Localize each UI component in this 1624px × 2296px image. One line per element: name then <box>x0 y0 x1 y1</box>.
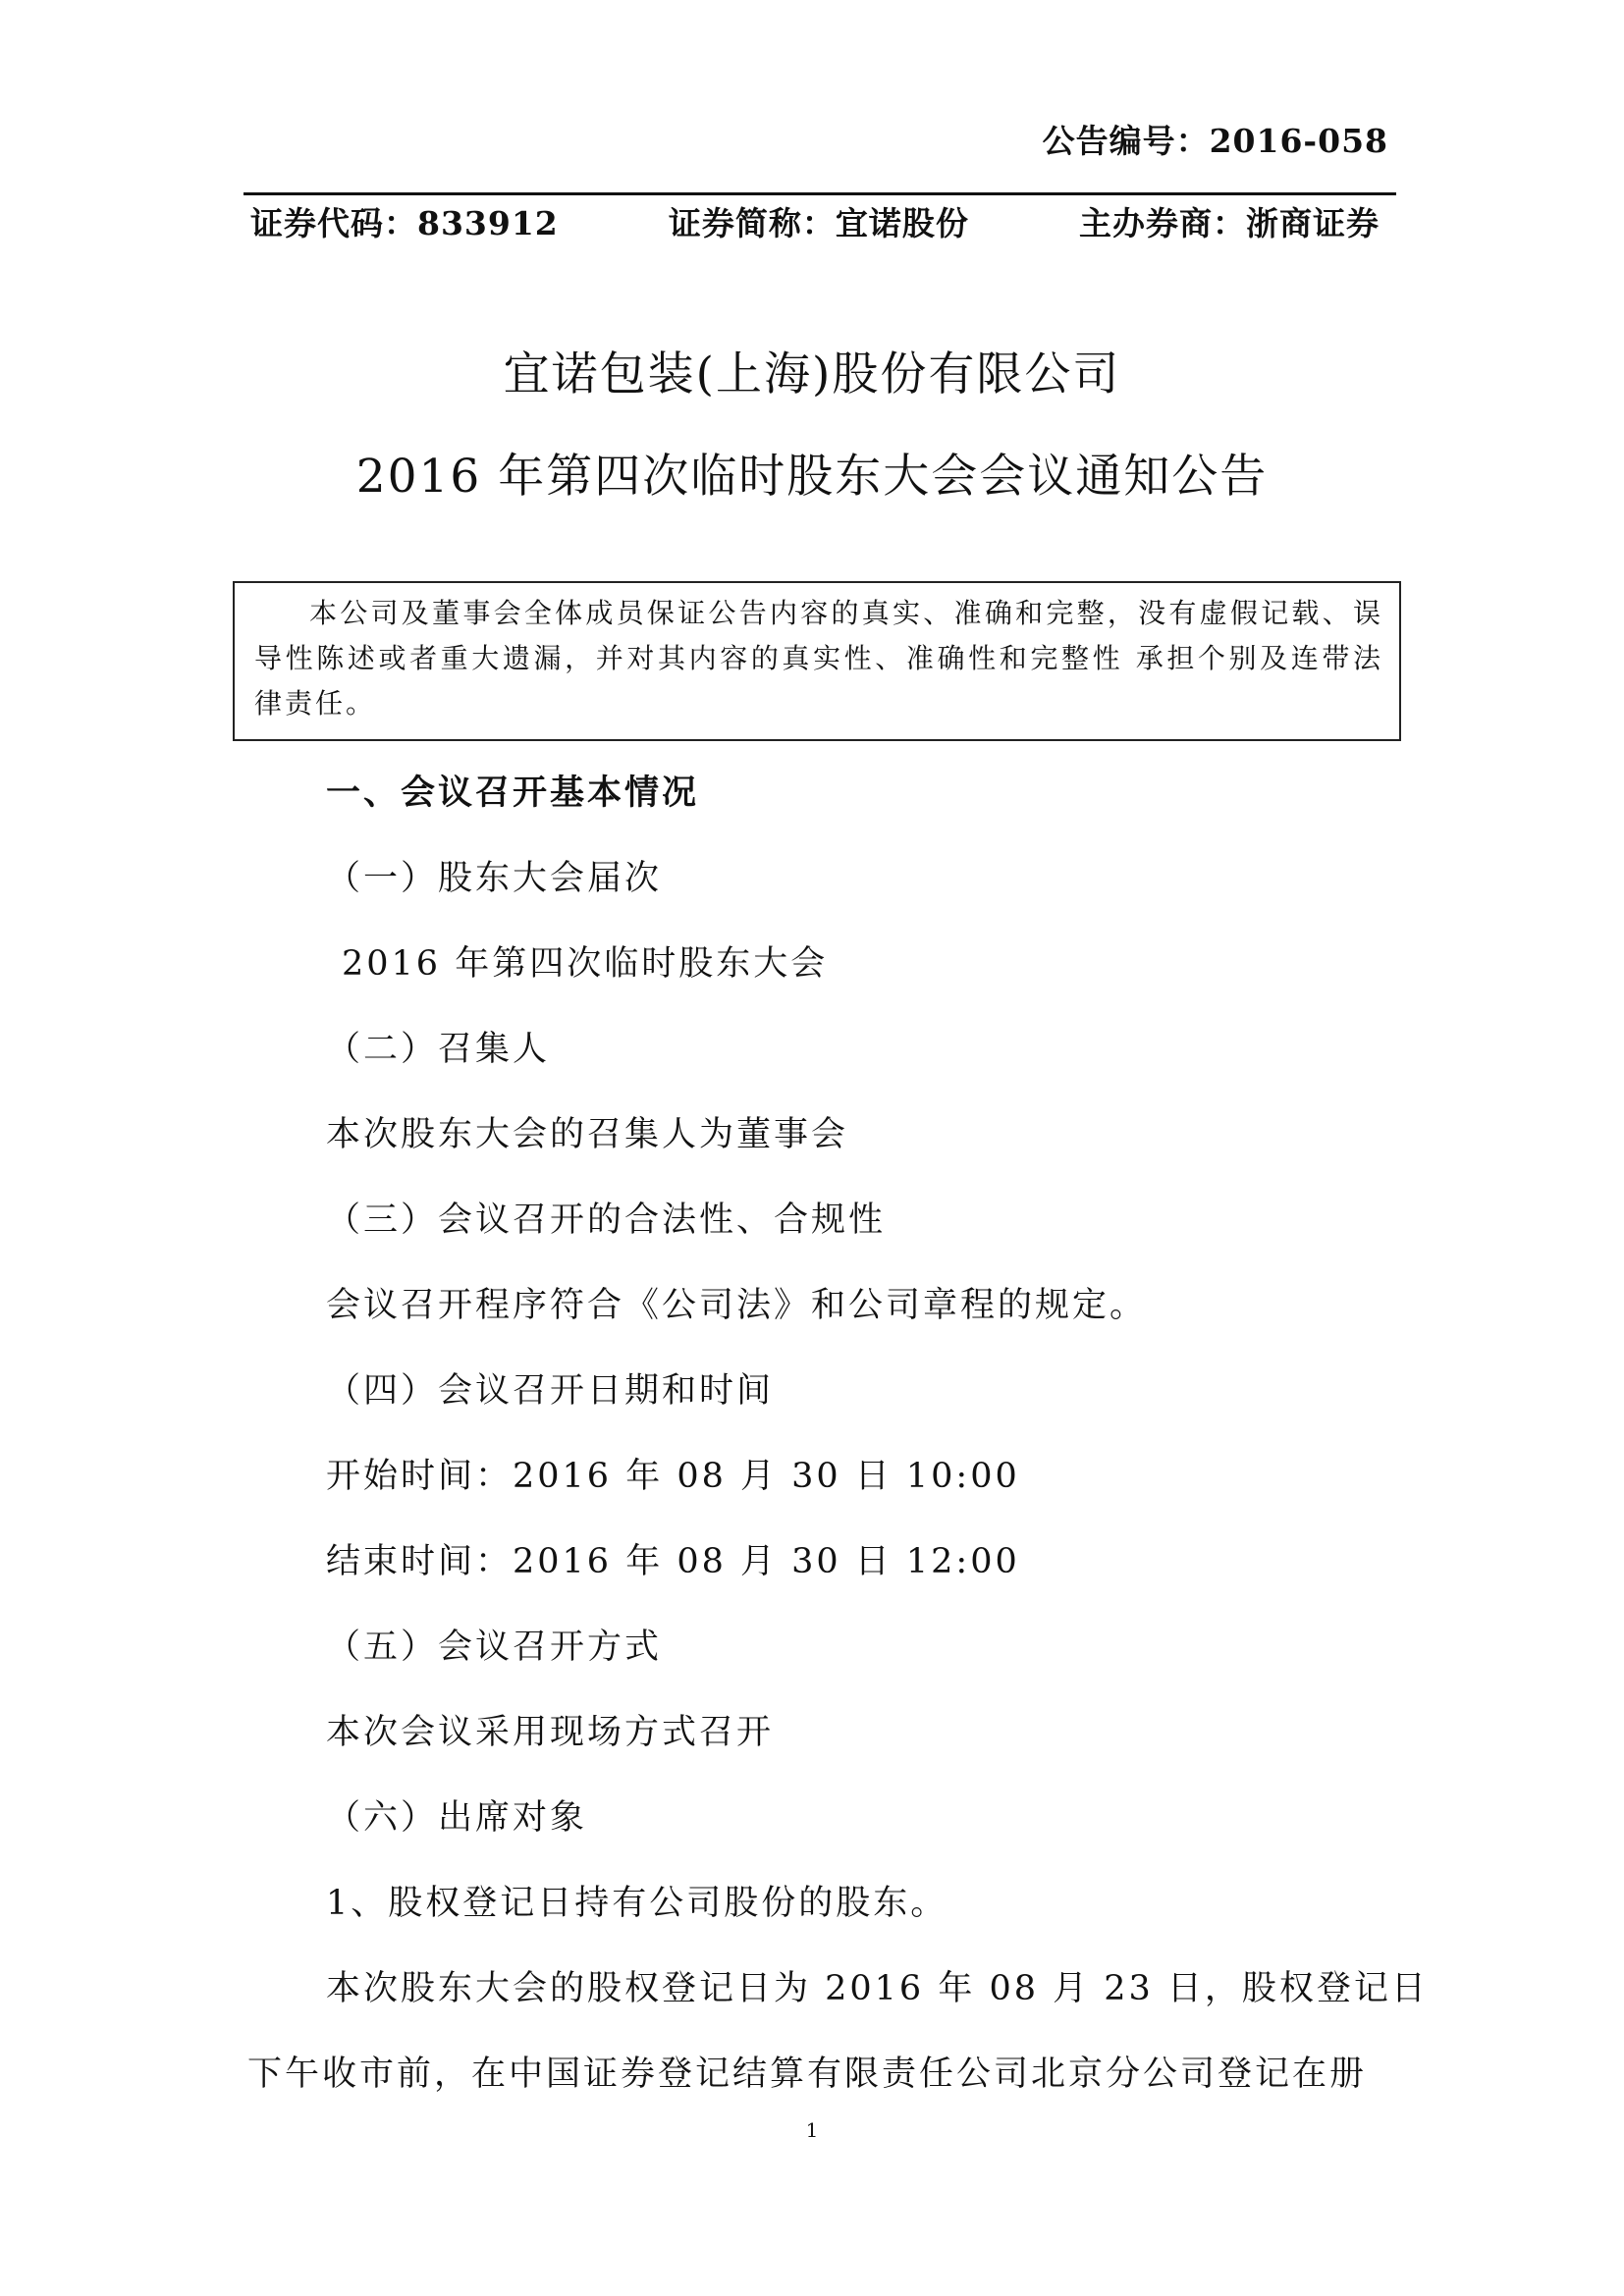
subheading-session: （一）股东大会届次 <box>326 859 663 898</box>
stock-code: 证券代码：833912 <box>250 203 559 242</box>
section-heading-basic-info: 一、会议召开基本情况 <box>326 773 700 813</box>
document-title <box>0 324 1624 528</box>
board-statement-box: 本公司及董事会全体成员保证公告内容的真实、准确和完整，没有虚假记载、误导性陈述或者重大遗漏，并对其内容的真实性、准确性和完整性 承担个别及连带法律责任。 <box>233 581 1401 741</box>
subheading-legality: （三）会议召开的合法性、合规性 <box>326 1201 887 1240</box>
subheading-convener: （二）召集人 <box>326 1030 551 1069</box>
subheading-method: （五）会议召开方式 <box>326 1628 663 1667</box>
stock-abbreviation: 证券简称：宜诺股份 <box>668 203 969 242</box>
record-date-line-2: 下午收市前，在中国证券登记结算有限责任公司北京分公司登记在册 <box>247 2055 1368 2094</box>
attendee-item-1: 1、股权登记日持有公司股份的股东。 <box>326 1884 948 1923</box>
end-time: 结束时间：2016 年 08 月 30 日 12:00 <box>326 1542 1020 1581</box>
convener-text: 本次股东大会的召集人为董事会 <box>326 1115 849 1154</box>
securities-info-bar <box>250 196 1380 245</box>
notice-title: 2016 年第四次临时股东大会会议通知公告 <box>355 450 1269 504</box>
method-text: 本次会议采用现场方式召开 <box>326 1713 775 1752</box>
record-date-line-1: 本次股东大会的股权登记日为 2016 年 08 月 23 日，股权登记日 <box>326 1969 1429 2008</box>
notice-number: 公告编号：2016-058 <box>1042 122 1388 160</box>
sponsor-broker: 主办券商：浙商证券 <box>1079 203 1380 242</box>
legality-text: 会议召开程序符合《公司法》和公司章程的规定。 <box>326 1286 1148 1325</box>
start-time: 开始时间：2016 年 08 月 30 日 10:00 <box>326 1457 1020 1496</box>
page-number: 1 <box>805 2118 819 2142</box>
company-name: 宜诺包装(上海)股份有限公司 <box>503 347 1121 401</box>
header-divider <box>244 192 1396 195</box>
subheading-attendees: （六）出席对象 <box>326 1798 588 1838</box>
session-text: 2016 年第四次临时股东大会 <box>342 944 829 984</box>
subheading-date-time: （四）会议召开日期和时间 <box>326 1371 775 1411</box>
